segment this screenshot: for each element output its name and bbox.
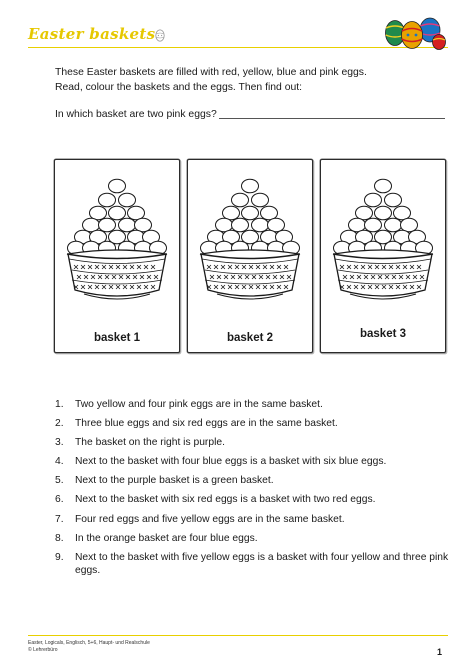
clue-text: Two yellow and four pink eggs are in the same basket. bbox=[75, 399, 323, 410]
basket-drawing bbox=[60, 166, 174, 316]
clue-list bbox=[55, 398, 455, 583]
clue-item bbox=[55, 455, 455, 468]
clue-number: 5. bbox=[55, 475, 64, 487]
basket-label: basket 2 bbox=[226, 332, 274, 344]
clue-item bbox=[55, 551, 455, 577]
basket-card-3 bbox=[320, 159, 446, 353]
basket-card-1 bbox=[54, 159, 180, 353]
intro-text bbox=[55, 66, 367, 95]
clue-number: 2. bbox=[55, 418, 64, 430]
clue-text: The basket on the right is purple. bbox=[75, 437, 225, 449]
clue-text: Four red eggs and five yellow eggs are in the same basket. bbox=[75, 513, 345, 525]
basket-label: basket 1 bbox=[93, 332, 141, 344]
clue-text: Next to the purple basket is a green basket. bbox=[75, 475, 274, 487]
intro-line-2: Read, colour the baskets and the eggs. Then find out: bbox=[55, 81, 303, 93]
clue-item bbox=[55, 474, 455, 487]
clue-number: 3. bbox=[55, 437, 64, 449]
basket-drawing bbox=[193, 166, 307, 316]
clue-text: Next to the basket with four blue eggs is a basket with six blue eggs. bbox=[75, 456, 387, 468]
clue-number: 4. bbox=[55, 456, 64, 468]
clue-text: Next to the basket with six red eggs is a basket with two red eggs. bbox=[75, 494, 376, 506]
clue-text: In the orange basket are four blue eggs. bbox=[75, 532, 258, 544]
colored-easter-eggs-icon bbox=[381, 16, 447, 50]
clue-item bbox=[55, 398, 455, 411]
question-text: In which basket are two pink eggs? bbox=[55, 109, 217, 120]
clue-number: 8. bbox=[55, 532, 64, 544]
clue-text: Three blue eggs and six red eggs are in the same basket. bbox=[75, 418, 338, 430]
clue-item bbox=[55, 417, 455, 430]
footer-line-1: Easter, Logicals, Englisch, 5+6, Haupt- und Realschule bbox=[28, 640, 150, 646]
clue-text: Next to the basket with five yellow eggs is a basket with four yellow and three pink eggs. bbox=[75, 551, 449, 576]
clue-number: 7. bbox=[55, 513, 64, 525]
basket-drawing bbox=[326, 166, 440, 316]
clue-number: 6. bbox=[55, 494, 64, 506]
footer bbox=[28, 640, 150, 653]
page-title: Easter baskets bbox=[28, 25, 156, 43]
page-number: 1 bbox=[437, 647, 443, 657]
basket-card-2 bbox=[187, 159, 313, 353]
clue-number: 9. bbox=[55, 551, 64, 563]
clue-item bbox=[55, 513, 455, 526]
easter-egg-icon bbox=[155, 29, 165, 42]
clue-item bbox=[55, 436, 455, 449]
footer-divider bbox=[28, 635, 448, 636]
clue-number: 1. bbox=[55, 399, 64, 410]
footer-line-2: © Lehrerbüro bbox=[28, 646, 58, 653]
question-row bbox=[55, 109, 447, 123]
basket-label: basket 3 bbox=[359, 328, 407, 340]
clue-item bbox=[55, 493, 455, 506]
answer-line[interactable] bbox=[219, 118, 445, 119]
intro-line-1: These Easter baskets are filled with red, yellow, blue and pink eggs. bbox=[55, 67, 367, 78]
clue-item bbox=[55, 532, 455, 545]
